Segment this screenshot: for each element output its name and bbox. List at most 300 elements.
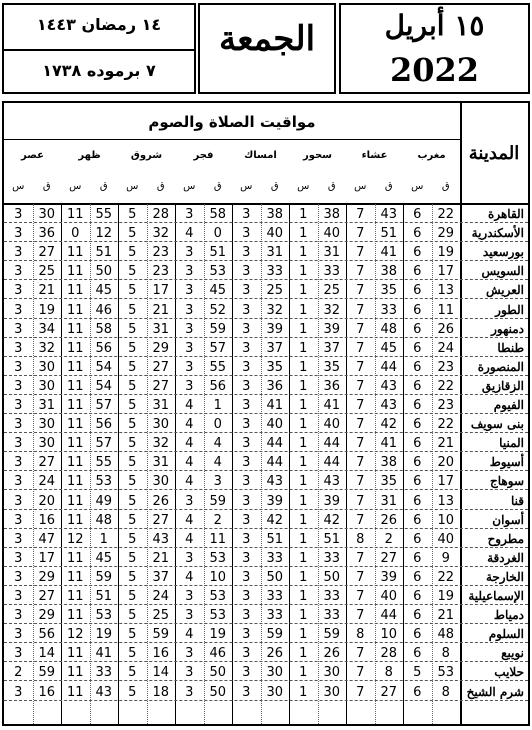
time-value: 57 <box>209 340 227 356</box>
time-value: 53 <box>437 665 455 681</box>
time-value: 5 <box>128 226 137 242</box>
time-value: 40 <box>323 417 341 433</box>
row-divider <box>4 547 528 548</box>
time-value: 1 <box>299 321 308 337</box>
time-value: 3 <box>14 608 23 624</box>
time-value: 53 <box>209 550 227 566</box>
time-value: 19 <box>437 245 455 261</box>
time-value: 22 <box>437 569 455 585</box>
time-value: 3 <box>242 207 251 222</box>
time-value: 3 <box>14 302 23 318</box>
time-value: 11 <box>66 512 84 528</box>
time-value: 1 <box>299 608 308 624</box>
time-value: 3 <box>242 550 251 566</box>
table-row <box>4 625 528 643</box>
time-value: 6 <box>413 493 422 509</box>
time-value: 6 <box>413 378 422 394</box>
city-name: الخارجة <box>485 569 524 584</box>
time-value: 24 <box>437 340 455 356</box>
time-value: 3 <box>14 550 23 566</box>
time-value: 3 <box>185 359 194 375</box>
time-value: 56 <box>95 417 113 433</box>
time-value: 11 <box>66 302 84 318</box>
table-row <box>4 243 528 261</box>
time-value: 30 <box>38 436 56 452</box>
row-divider <box>4 680 528 681</box>
minutes-label: س <box>12 181 25 192</box>
time-value: 4 <box>185 417 194 433</box>
time-value: 20 <box>437 455 455 471</box>
time-value: 11 <box>66 608 84 624</box>
hijri-date-box <box>2 3 196 94</box>
time-value: 3 <box>14 531 23 547</box>
prayer-column-header: عشاء <box>361 150 388 161</box>
time-value: 39 <box>323 321 341 337</box>
table-row <box>4 434 528 452</box>
time-value: 5 <box>128 283 137 299</box>
time-value: 8 <box>384 665 393 681</box>
city-name: سوهاج <box>490 474 524 489</box>
time-value: 27 <box>152 512 170 528</box>
minutes-label: س <box>183 181 196 192</box>
time-value: 4 <box>213 436 222 452</box>
time-value: 1 <box>299 378 308 394</box>
table-row <box>4 358 528 376</box>
time-value: 5 <box>128 589 137 604</box>
time-value: 7 <box>356 684 365 700</box>
time-value: 53 <box>209 608 227 624</box>
time-value: 27 <box>38 245 56 261</box>
time-value: 33 <box>266 550 284 566</box>
time-value: 3 <box>242 455 251 471</box>
time-value: 30 <box>152 417 170 433</box>
time-value: 36 <box>323 378 341 394</box>
row-divider <box>4 642 528 643</box>
time-value: 3 <box>14 627 23 643</box>
city-name: مطروح <box>487 531 524 546</box>
day-name: الجمعة <box>218 19 316 59</box>
time-value: 3 <box>242 245 251 261</box>
time-value: 7 <box>356 321 365 337</box>
time-value: 5 <box>128 455 137 471</box>
time-value: 12 <box>95 226 113 242</box>
time-value: 32 <box>152 436 170 452</box>
time-value: 16 <box>152 646 170 662</box>
time-value: 1 <box>299 302 308 318</box>
time-value: 11 <box>66 398 84 413</box>
time-value: 3 <box>242 646 251 662</box>
time-value: 38 <box>323 207 341 222</box>
time-value: 30 <box>323 684 341 700</box>
time-value: 11 <box>66 207 84 222</box>
time-value: 9 <box>441 550 450 566</box>
time-value: 8 <box>356 531 365 547</box>
table-row <box>4 415 528 433</box>
time-value: 1 <box>99 531 108 547</box>
time-value: 50 <box>323 569 341 585</box>
time-value: 32 <box>266 302 284 318</box>
time-value: 26 <box>323 646 341 662</box>
time-value: 5 <box>128 493 137 509</box>
time-value: 1 <box>299 531 308 547</box>
minutes-label: س <box>126 181 139 192</box>
city-name: السويس <box>481 264 524 279</box>
time-value: 43 <box>152 531 170 547</box>
time-value: 59 <box>95 569 113 585</box>
time-value: 11 <box>66 378 84 394</box>
time-value: 3 <box>242 474 251 490</box>
time-value: 40 <box>266 417 284 433</box>
time-value: 7 <box>356 512 365 528</box>
time-value: 40 <box>266 226 284 242</box>
city-name: نويبع <box>501 646 524 661</box>
row-divider <box>4 700 528 701</box>
time-value: 5 <box>128 340 137 356</box>
time-value: 3 <box>242 264 251 280</box>
time-value: 5 <box>128 359 137 375</box>
time-value: 21 <box>38 283 56 299</box>
row-divider <box>4 279 528 280</box>
time-value: 45 <box>209 283 227 299</box>
time-value: 1 <box>299 684 308 700</box>
time-value: 35 <box>380 283 398 299</box>
time-value: 50 <box>209 665 227 681</box>
time-value: 32 <box>152 226 170 242</box>
time-value: 48 <box>95 512 113 528</box>
table-row <box>4 606 528 624</box>
row-divider <box>4 623 528 624</box>
time-value: 3 <box>242 359 251 375</box>
time-value: 2 <box>213 512 222 528</box>
time-value: 1 <box>299 550 308 566</box>
time-value: 3 <box>242 589 251 604</box>
time-value: 41 <box>266 398 284 413</box>
city-name: حلايب <box>494 665 524 680</box>
time-value: 4 <box>185 512 194 528</box>
time-value: 57 <box>95 436 113 452</box>
time-value: 6 <box>413 417 422 433</box>
table-row <box>4 663 528 681</box>
time-value: 58 <box>95 321 113 337</box>
time-value: 18 <box>152 684 170 700</box>
time-value: 47 <box>38 531 56 547</box>
time-value: 3 <box>242 665 251 681</box>
time-value: 11 <box>66 455 84 471</box>
time-value: 51 <box>266 531 284 547</box>
table-row <box>4 396 528 414</box>
time-value: 4 <box>185 569 194 585</box>
time-value: 56 <box>38 627 56 643</box>
time-value: 35 <box>380 474 398 490</box>
time-value: 0 <box>71 226 80 242</box>
table-row <box>4 205 528 223</box>
time-value: 3 <box>242 684 251 700</box>
time-value: 24 <box>38 474 56 490</box>
time-value: 3 <box>185 340 194 356</box>
time-value: 1 <box>299 283 308 299</box>
time-value: 6 <box>413 398 422 413</box>
city-name: السلوم <box>488 627 524 642</box>
time-value: 21 <box>152 302 170 318</box>
time-value: 1 <box>299 359 308 375</box>
time-value: 59 <box>209 321 227 337</box>
prayer-column-header: مغرب <box>417 150 446 161</box>
table-title: مواقيت الصلاة والصوم <box>148 113 316 131</box>
time-value: 41 <box>95 646 113 662</box>
time-value: 8 <box>356 627 365 643</box>
time-value: 7 <box>356 226 365 242</box>
time-value: 11 <box>437 302 455 318</box>
time-value: 3 <box>14 493 23 509</box>
time-value: 16 <box>38 684 56 700</box>
time-value: 37 <box>152 569 170 585</box>
time-value: 22 <box>437 378 455 394</box>
time-value: 50 <box>95 264 113 280</box>
time-value: 3 <box>185 493 194 509</box>
prayer-column-header: ظهر <box>78 150 101 161</box>
city-name: الإسماعيلية <box>468 589 524 603</box>
time-value: 3 <box>185 608 194 624</box>
row-divider <box>4 375 528 376</box>
time-value: 3 <box>14 398 23 413</box>
table-row <box>4 568 528 586</box>
time-value: 7 <box>356 608 365 624</box>
time-value: 51 <box>323 531 341 547</box>
time-value: 7 <box>356 417 365 433</box>
time-value: 17 <box>152 283 170 299</box>
city-name: دمنهور <box>491 321 524 336</box>
time-value: 44 <box>266 436 284 452</box>
time-value: 23 <box>437 359 455 375</box>
prayer-column-header: شروق <box>130 150 163 161</box>
time-value: 45 <box>95 283 113 299</box>
time-value: 6 <box>413 302 422 318</box>
time-value: 3 <box>14 264 23 280</box>
time-value: 23 <box>437 398 455 413</box>
coptic-date: ٧ برموده ١٧٣٨ <box>42 61 156 80</box>
time-value: 3 <box>185 264 194 280</box>
time-value: 33 <box>323 550 341 566</box>
table-row <box>4 492 528 510</box>
hijri-date: ١٤ رمضان ١٤٤٣ <box>36 15 162 34</box>
city-name: أسوان <box>492 512 524 527</box>
time-value: 3 <box>14 207 23 222</box>
time-value: 11 <box>66 264 84 280</box>
time-value: 11 <box>66 436 84 452</box>
time-value: 25 <box>266 283 284 299</box>
time-value: 56 <box>209 378 227 394</box>
time-value: 7 <box>356 359 365 375</box>
time-value: 30 <box>38 417 56 433</box>
time-value: 19 <box>38 302 56 318</box>
time-value: 14 <box>152 665 170 681</box>
time-value: 3 <box>242 436 251 452</box>
row-divider <box>4 394 528 395</box>
time-value: 19 <box>95 627 113 643</box>
time-value: 11 <box>66 550 84 566</box>
time-value: 44 <box>380 608 398 624</box>
time-value: 17 <box>437 474 455 490</box>
time-value: 3 <box>14 340 23 356</box>
prayer-column-header: سحور <box>302 150 333 161</box>
time-value: 38 <box>380 264 398 280</box>
city-name: قنا <box>510 493 524 508</box>
table-row <box>4 511 528 529</box>
gregorian-date-box <box>339 3 530 94</box>
prayer-column-header: عصر <box>21 150 44 161</box>
time-value: 41 <box>323 398 341 413</box>
time-value: 31 <box>38 398 56 413</box>
time-value: 52 <box>209 302 227 318</box>
time-value: 5 <box>128 512 137 528</box>
time-value: 7 <box>356 455 365 471</box>
hours-label: ق <box>270 181 279 192</box>
time-value: 3 <box>14 226 23 242</box>
table-row <box>4 549 528 567</box>
time-value: 6 <box>413 321 422 337</box>
time-value: 5 <box>128 550 137 566</box>
time-value: 11 <box>66 321 84 337</box>
time-value: 1 <box>299 474 308 490</box>
time-value: 3 <box>242 283 251 299</box>
time-value: 27 <box>38 589 56 604</box>
time-value: 3 <box>242 512 251 528</box>
hours-label: ق <box>213 181 222 192</box>
time-value: 44 <box>380 359 398 375</box>
time-value: 4 <box>185 436 194 452</box>
table-row <box>4 320 528 338</box>
time-value: 5 <box>128 264 137 280</box>
time-value: 7 <box>356 646 365 662</box>
time-value: 22 <box>437 207 455 222</box>
time-value: 44 <box>323 436 341 452</box>
time-value: 6 <box>413 283 422 299</box>
time-value: 29 <box>38 569 56 585</box>
time-value: 10 <box>380 627 398 643</box>
minutes-label: س <box>240 181 253 192</box>
time-value: 3 <box>185 207 194 222</box>
time-value: 26 <box>152 493 170 509</box>
time-value: 33 <box>266 264 284 280</box>
time-value: 43 <box>323 474 341 490</box>
time-value: 7 <box>356 665 365 681</box>
time-value: 30 <box>152 474 170 490</box>
city-name: المنصورة <box>477 359 524 374</box>
time-value: 7 <box>356 550 365 566</box>
time-value: 46 <box>209 646 227 662</box>
time-value: 37 <box>266 340 284 356</box>
time-value: 5 <box>128 665 137 681</box>
time-value: 42 <box>323 512 341 528</box>
time-value: 51 <box>95 589 113 604</box>
time-value: 3 <box>14 684 23 700</box>
time-value: 27 <box>380 684 398 700</box>
time-value: 25 <box>323 283 341 299</box>
time-value: 3 <box>185 302 194 318</box>
table-row <box>4 224 528 242</box>
time-value: 11 <box>66 245 84 261</box>
time-value: 28 <box>380 646 398 662</box>
city-name: الزقازيق <box>481 378 524 393</box>
city-name: الغردقة <box>487 550 524 565</box>
time-value: 17 <box>437 264 455 280</box>
row-divider <box>4 566 528 567</box>
time-value: 1 <box>299 226 308 242</box>
time-value: 5 <box>128 646 137 662</box>
time-value: 11 <box>66 589 84 604</box>
time-value: 55 <box>95 455 113 471</box>
time-value: 3 <box>14 512 23 528</box>
time-value: 53 <box>209 264 227 280</box>
time-value: 3 <box>14 283 23 299</box>
minutes-label: س <box>411 181 424 192</box>
time-value: 4 <box>185 226 194 242</box>
minutes-label: س <box>297 181 310 192</box>
time-value: 3 <box>185 550 194 566</box>
time-value: 24 <box>152 589 170 604</box>
time-value: 30 <box>266 684 284 700</box>
time-value: 16 <box>38 512 56 528</box>
time-value: 1 <box>299 569 308 585</box>
city-name: الأسكندرية <box>471 226 524 241</box>
time-value: 3 <box>14 378 23 394</box>
minutes-label: س <box>354 181 367 192</box>
time-value: 7 <box>356 378 365 394</box>
time-value: 42 <box>266 512 284 528</box>
time-value: 39 <box>323 493 341 509</box>
time-value: 31 <box>266 245 284 261</box>
time-value: 7 <box>356 569 365 585</box>
hours-label: ق <box>99 181 108 192</box>
time-value: 5 <box>128 627 137 643</box>
row-divider <box>4 585 528 586</box>
time-value: 43 <box>380 378 398 394</box>
table-row <box>4 453 528 471</box>
time-value: 5 <box>128 245 137 261</box>
row-divider <box>4 604 528 605</box>
time-value: 36 <box>266 378 284 394</box>
time-value: 33 <box>323 264 341 280</box>
time-value: 5 <box>413 665 422 681</box>
time-value: 59 <box>323 627 341 643</box>
time-value: 30 <box>38 378 56 394</box>
time-value: 3 <box>14 321 23 337</box>
time-value: 17 <box>38 550 56 566</box>
time-value: 7 <box>356 340 365 356</box>
time-value: 1 <box>299 455 308 471</box>
time-value: 5 <box>128 207 137 222</box>
time-value: 6 <box>413 608 422 624</box>
time-value: 1 <box>299 589 308 604</box>
time-value: 6 <box>413 264 422 280</box>
time-value: 50 <box>266 569 284 585</box>
time-value: 44 <box>266 455 284 471</box>
time-value: 34 <box>38 321 56 337</box>
time-value: 3 <box>14 359 23 375</box>
city-column-header: المدينة <box>468 143 520 164</box>
time-value: 29 <box>152 340 170 356</box>
time-value: 38 <box>380 455 398 471</box>
time-value: 11 <box>66 569 84 585</box>
city-name: القاهرة <box>488 207 524 221</box>
time-value: 3 <box>14 436 23 452</box>
time-value: 3 <box>242 608 251 624</box>
time-value: 31 <box>323 245 341 261</box>
time-value: 31 <box>152 455 170 471</box>
table-row <box>4 644 528 662</box>
time-value: 11 <box>66 493 84 509</box>
time-value: 5 <box>128 531 137 547</box>
